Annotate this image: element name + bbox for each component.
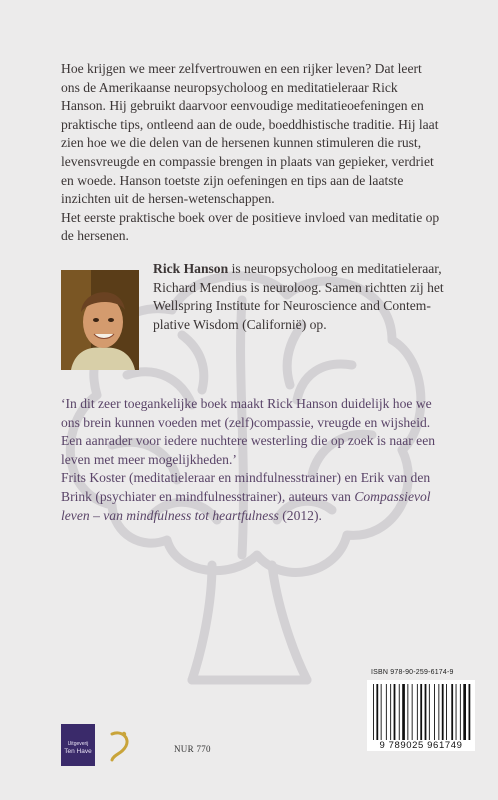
publisher-logo-line-2: Ten Have: [64, 748, 92, 755]
secondary-logo-icon: [104, 724, 134, 766]
publisher-logo: [61, 724, 95, 766]
publisher-logo-line-1: Uitgeverij: [67, 741, 89, 747]
intro-paragraph-1: Hoe krijgen we meer zelfvertrouwen en een rijker leven? Dat leert ons de Amerikaanse neuropsycholoog en meditatieleraar Rick Hanson. Hij gebruikt daarvoor eenvoudige meditatieoefeningen en praktische tips, ontleend aan de oude, boeddhistische traditie. Hij laat zien hoe we die delen van de hersenen kunnen stimuleren die rust, levensvreugde en compassie brengen in plaats van gepieker, verdriet en woede. Hanson toetste zijn oefeningen en tips aan de laatste inzichten uit de hersen-wetenschappen.: [61, 61, 439, 207]
intro-text: [61, 60, 441, 246]
author-name: Rick Hanson: [153, 261, 229, 276]
nur-code: NUR 770: [174, 744, 211, 754]
quote-text: ‘In dit zeer toegankelijke boek maakt Rick Hanson duidelijk hoe we ons brein kunnen voeden met (zelf)compassie, vreugde en wijsheid. Een aanrader voor iedere nuchtere westerling die op zoek is naar een leven met meer mogelijkheden.’: [61, 396, 436, 467]
barcode: [367, 680, 475, 748]
author-photo: [61, 270, 139, 370]
isbn-label: ISBN 978-90-259-6174-9: [371, 669, 454, 676]
attribution-prefix: Frits Koster (meditatieleraar en mindfulnesstrainer) en Erik van den Brink (psychiater en mindfulnesstrainer), auteurs van: [61, 470, 431, 504]
intro-paragraph-2: Het eerste praktische boek over de positieve invloed van meditatie op de hersenen.: [61, 209, 440, 244]
author-bio-text: is neuropsycholoog en meditatieleraar, Richard Mendius is neuroloog. Samen richtten zij het Wellspring Institute for Neuroscience and Contem-plative Wisdom (Californië) op.: [153, 261, 444, 332]
quote-attribution: [61, 469, 447, 525]
barcode-number: 9 789025 961749: [367, 740, 475, 751]
attribution-book-title: Compassievol leven – van mindfulness tot heartfulness: [61, 488, 431, 523]
review-quote: [61, 395, 447, 525]
attribution-suffix: (2012).: [278, 507, 322, 523]
author-bio: [153, 260, 453, 334]
